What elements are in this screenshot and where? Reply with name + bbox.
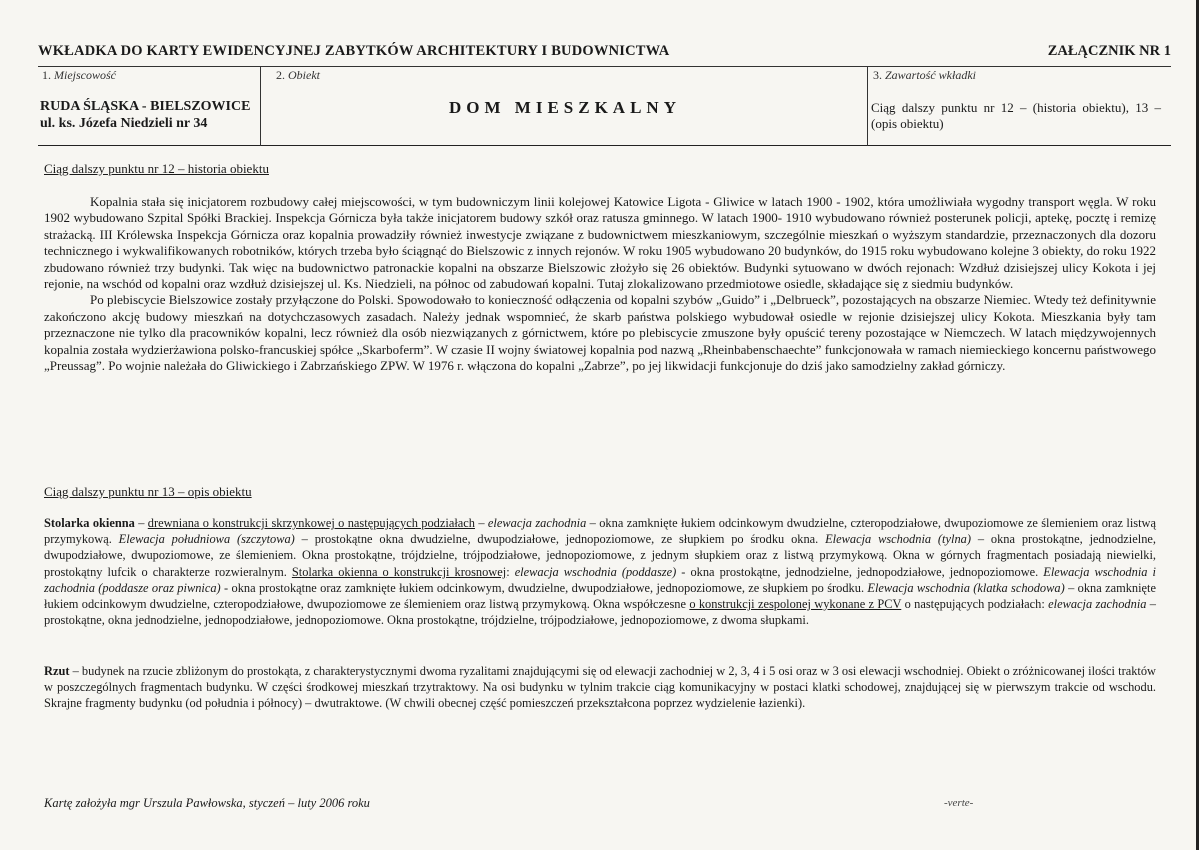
history-paragraph: Kopalnia stała się inicjatorem rozbudowy całej miejscowości, w tym budowniczym linii kolejowej Katowice Ligota - Gliwice w latach 1900 - 1902, która umożliwiała wygodny transport węgla. W roku 1902 wybudowano Szpital Spółki Brackiej. Inspekcja Górnicza była także inicjatorem budowy szkół oraz ratusza gminnego. W latach 1900- 1910 wybudowano również posterunek policji, aptekę, pocztę i remizę strażacką. III Królewska Inspekcja Górnicza oraz kopalnia prowadziły również inwestycje związane z budownictwem mieszkaniowym, szczególnie mieszkań o wyższym standardzie, przeznaczonych dla dozoru technicznego i wykwalifikowanych robotników, których trzeba było ściągnąć do Bielszowic z innych rejonów. W roku 1905 wybudowano 20 budynków, do 1915 roku wybudowano kolejne 3 obiekty, do roku 1922 zbudowano również trzy budynki. Tak więc na budownictwo patronackie kopalni na obszarze Bielszowic złożyło się 26 obiektów. Budynki sytuowano w dwóch rejonach: Wzdłuż dzisiejszej ulicy Kokota i jej rejonie, na wschód od kopalni oraz wzdłuż dzisiejszej ul. Ks. Niedzieli, na północ od zabudowań kopalni. Tutaj zlokalizowano przedmiotowe osiedle, składające się z siedmiu budynków. xyxy=(44,194,1156,292)
italic-text: Elewacja wschodnia (tylna) xyxy=(825,532,971,547)
place-value xyxy=(40,98,250,132)
text-run: – xyxy=(134,516,148,530)
joinery-term: Stolarka okienna xyxy=(44,516,135,530)
underlined-text: drewniana o konstrukcji skrzynkowej o następujących podziałach xyxy=(147,516,475,530)
object-value: DOM MIESZKALNY xyxy=(449,98,681,117)
text-run: - okna prostokątne oraz zamknięte łukiem odcinkowym, dwudzielne, dwupodziałowe, jednopoziomowe, ze słupkiem po środku. xyxy=(220,580,868,595)
underlined-text: o konstrukcji zespolonej wykonane z PCV xyxy=(689,597,902,612)
verte-note: -verte- xyxy=(944,797,974,809)
annex-number: ZAŁĄCZNIK NR 1 xyxy=(1047,43,1171,59)
underlined-text: Stolarka okienna o konstrukcji krosnowej xyxy=(291,564,507,579)
text-run: – okna zamknięte łukiem odcinkowym dwudzielne, czteropodziałowe, dwupoziomowe ze ślemieniem oraz listwą przymykową. xyxy=(44,516,1156,547)
text-run: – budynek na rzucie zbliżonym do prostokąta, z charakterystycznymi dwoma ryzalitami znajdującymi się od elewacji zachodniej w 2, 3, 4 i 5 osi oraz w 3 osi elewacji wschodniej. Obiekt o zróżnicowanej ilości traktów w poszczególnych fragmentach budynku. W części środkowej mieszkań trzytraktowy. Na osi budynku w tylnim trakcie ciąg komunikacyjny w postaci klatki schodowej, znajdującej się w pierwszym trakcie od wschodu. Skrajne fragmenty budynku (od południa i północy) – dwutraktowe. (W chwili obecnej część pomieszczeń przekształcona poprzez wydzielenie łazienki). xyxy=(44,664,1156,711)
contents-value: Ciąg dalszy punktu nr 12 – (historia obiektu), 13 – (opis obiektu) xyxy=(871,100,1161,131)
field-label-contents xyxy=(873,68,976,83)
plan-term: Rzut xyxy=(44,664,70,678)
field-label-text: Zawartość wkładki xyxy=(885,68,977,82)
history-paragraph: Po plebiscycie Bielszowice zostały przyłączone do Polski. Spowodowało to konieczność odłączenia od kopalni szybów „Guido” i „Delbrueck”, pozostających na obszarze Niemiec. Wtedy też definitywnie zakończono akcję budowy mieszkań na dotychczasowych zasadach. Należy jednak wspomnieć, że skarb państwa polskiego wybudował osiedle w rejonie dzisiejszej ulicy Kokota. Mieszkania były tam przeznaczone nie tylko dla pracowników kopalni, lecz również dla osób niezwiązanych z górnictwem, które po plebiscycie zmuszone były opuścić tereny pozostające w Niemczech. W latach międzywojennych kopalnia została wydzierżawiona polsko-francuskiej spółce „Skarboferm”. W czasie II wojny światowej kopalnia pod nazwą „Rheinbabenschaechte” funkcjonowała w ramach niemieckiego koncernu państwowego „Preussag”. Po wojnie należała do Gliwickiego i Zabrzańskiego ZPW. W 1976 r. włączona do kopalni „Zabrze”, po jej likwidacji funkcjonuje do dziś jako samodzielny zakład górniczy. xyxy=(44,292,1156,374)
description-heading: Ciąg dalszy punktu nr 13 – opis obiektu xyxy=(44,484,252,499)
text-run: - okna prostokątne, jednodzielne, jednopodziałowe, jednopoziomowe. xyxy=(676,564,1044,579)
history-heading: Ciąg dalszy punktu nr 12 – historia obiektu xyxy=(44,161,269,176)
field-label-text: Miejscowość xyxy=(54,68,116,82)
italic-text: elewacja zachodnia xyxy=(1048,597,1147,612)
history-text xyxy=(44,194,1156,374)
text-run: – prostokątne, okna jednodzielne, jednopodziałowe, jednopoziomowe. Okna prostokątne, trójdzielne, trójpodziałowe, jednopoziomowe, z dwoma słupkami. xyxy=(44,597,1157,628)
field-number: 1. xyxy=(42,68,51,82)
place-address: ul. ks. Józefa Niedzieli nr 34 xyxy=(40,116,208,131)
italic-text: elewacja wschodnia (poddasze) xyxy=(514,564,677,579)
field-number: 2. xyxy=(276,68,285,82)
place-town: RUDA ŚLĄSKA - BIELSZOWICE xyxy=(40,99,251,114)
italic-text: Elewacja wschodnia i zachodnia (poddasze oraz piwnica) xyxy=(44,564,1156,595)
italic-text: Elewacja wschodnia (klatka schodowa) xyxy=(867,580,1065,595)
text-run: : xyxy=(506,564,515,579)
field-label-object xyxy=(276,68,320,83)
field-label-text: Obiekt xyxy=(288,68,320,82)
italic-text: elewacja zachodnia xyxy=(487,516,587,530)
joinery-paragraph xyxy=(44,515,1156,628)
document-header xyxy=(38,43,1171,63)
text-run: – xyxy=(474,516,488,530)
author-note: Kartę założyła mgr Urszula Pawłowska, styczeń – luty 2006 roku xyxy=(44,796,370,810)
field-label-place xyxy=(42,68,116,83)
text-run: – prostokątne okna dwudzielne, dwupodziałowe, jednopoziomowe, ze słupkiem po środku okna. xyxy=(294,532,826,547)
italic-text: Elewacja południowa (szczytowa) xyxy=(118,532,295,547)
table-top-rule xyxy=(38,66,1171,67)
table-bottom-rule xyxy=(38,145,1171,146)
field-number: 3. xyxy=(873,68,882,82)
text-run: o następujących podziałach: xyxy=(901,597,1049,612)
document-title: WKŁADKA DO KARTY EWIDENCYJNEJ ZABYTKÓW ARCHITEKTURY I BUDOWNICTWA xyxy=(38,43,670,59)
table-divider xyxy=(260,66,261,146)
text-run: – okna prostokątne, jednodzielne, dwupodziałowe, dwupoziomowe, ze ślemieniem. Okna prostokątne, trójdzielne, trójpodziałowe, jednopoziomowe, z jednym słupkiem oraz z listwą przymykową. Okna w górnych fragmentach posiadają niewielki, prostokątny lufcik o charakterze rozwieralnym. xyxy=(44,532,1156,579)
plan-paragraph xyxy=(44,663,1156,712)
text-run: – okna zamknięte łukiem odcinkowym dwudzielne, czteropodziałowe, dwupoziomowe ze ślemieniem oraz listwą przymykową. Okna współczesne xyxy=(44,580,1156,612)
